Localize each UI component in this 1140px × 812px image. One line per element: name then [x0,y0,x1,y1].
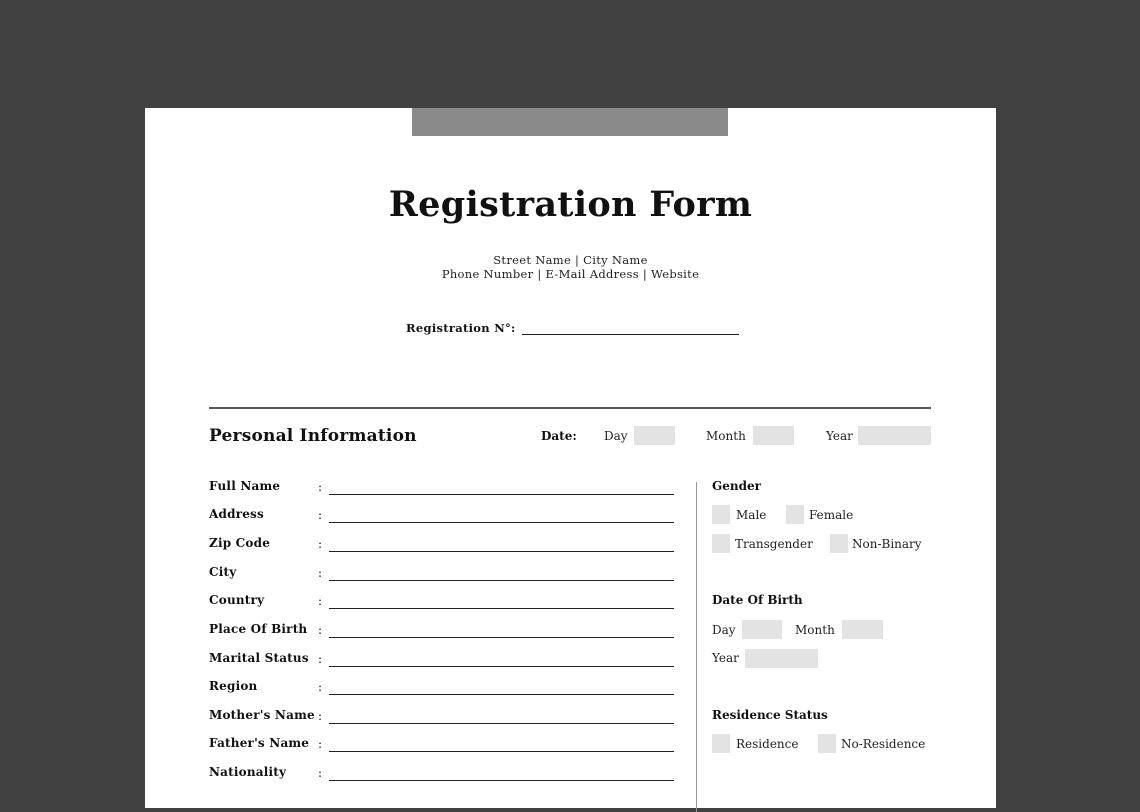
field-colon: : [318,623,323,637]
field-colon: : [318,537,323,551]
field-colon: : [318,480,323,494]
field-colon: : [318,766,323,780]
dob-year-label: Year [712,651,739,665]
dob-month-box[interactable] [842,620,883,639]
country-field[interactable] [329,608,674,609]
no-residence-checkbox[interactable] [818,734,836,753]
field-colon: : [318,566,323,580]
field-label-zip-code: Zip Code [209,536,271,550]
gender-non-binary-label: Non-Binary [852,537,922,551]
gender-heading: Gender [712,479,761,493]
field-colon: : [318,709,323,723]
date-month-box[interactable] [753,426,794,445]
residence-label: Residence [736,737,799,751]
fathers-name-field[interactable] [329,751,674,752]
date-year-label: Year [826,429,853,443]
field-colon: : [318,737,323,751]
gender-female-checkbox[interactable] [786,505,804,524]
registration-number-field[interactable] [522,334,739,335]
field-label-nationality: Nationality [209,765,287,779]
dob-year-box[interactable] [745,649,818,668]
contact-line-address: Street Name | City Name [493,253,648,267]
field-colon: : [318,680,323,694]
date-of-birth-heading: Date Of Birth [712,593,803,607]
header-tab-strip [412,108,728,136]
field-label-mothers-name: Mother's Name [209,708,315,722]
field-label-fathers-name: Father's Name [209,736,310,750]
registration-number-label: Registration N°: [406,321,516,335]
field-label-full-name: Full Name [209,479,281,493]
gender-non-binary-checkbox[interactable] [830,534,848,553]
date-year-box[interactable] [858,426,931,445]
gender-male-checkbox[interactable] [712,505,730,524]
registration-form-page [145,108,996,808]
column-separator [696,482,697,812]
date-month-label: Month [706,429,746,443]
dob-month-label: Month [795,623,835,637]
zip-code-field[interactable] [329,551,674,552]
section-divider [209,407,931,409]
residence-status-heading: Residence Status [712,708,828,722]
gender-transgender-checkbox[interactable] [712,534,730,553]
residence-checkbox[interactable] [712,734,730,753]
field-colon: : [318,508,323,522]
dob-day-label: Day [712,623,736,637]
full-name-field[interactable] [329,494,674,495]
date-day-label: Day [604,429,628,443]
field-label-country: Country [209,593,265,607]
gender-transgender-label: Transgender [735,537,813,551]
field-label-place-of-birth: Place Of Birth [209,622,308,636]
mothers-name-field[interactable] [329,723,674,724]
field-label-marital-status: Marital Status [209,651,309,665]
date-day-box[interactable] [634,426,675,445]
address-field[interactable] [329,522,674,523]
dob-day-box[interactable] [742,620,782,639]
field-label-region: Region [209,679,258,693]
contact-line-phone: Phone Number | E-Mail Address | Website [441,267,700,281]
marital-status-field[interactable] [329,666,674,667]
region-field[interactable] [329,694,674,695]
no-residence-label: No-Residence [841,737,926,751]
field-label-address: Address [209,507,264,521]
personal-information-title: Personal Information [209,426,417,446]
nationality-field[interactable] [329,780,674,781]
form-title: Registration Form [388,184,753,225]
field-label-city: City [209,565,237,579]
gender-male-label: Male [736,508,767,522]
date-label: Date: [541,429,577,443]
field-colon: : [318,594,323,608]
city-field[interactable] [329,580,674,581]
gender-female-label: Female [809,508,854,522]
field-colon: : [318,652,323,666]
place-of-birth-field[interactable] [329,637,674,638]
